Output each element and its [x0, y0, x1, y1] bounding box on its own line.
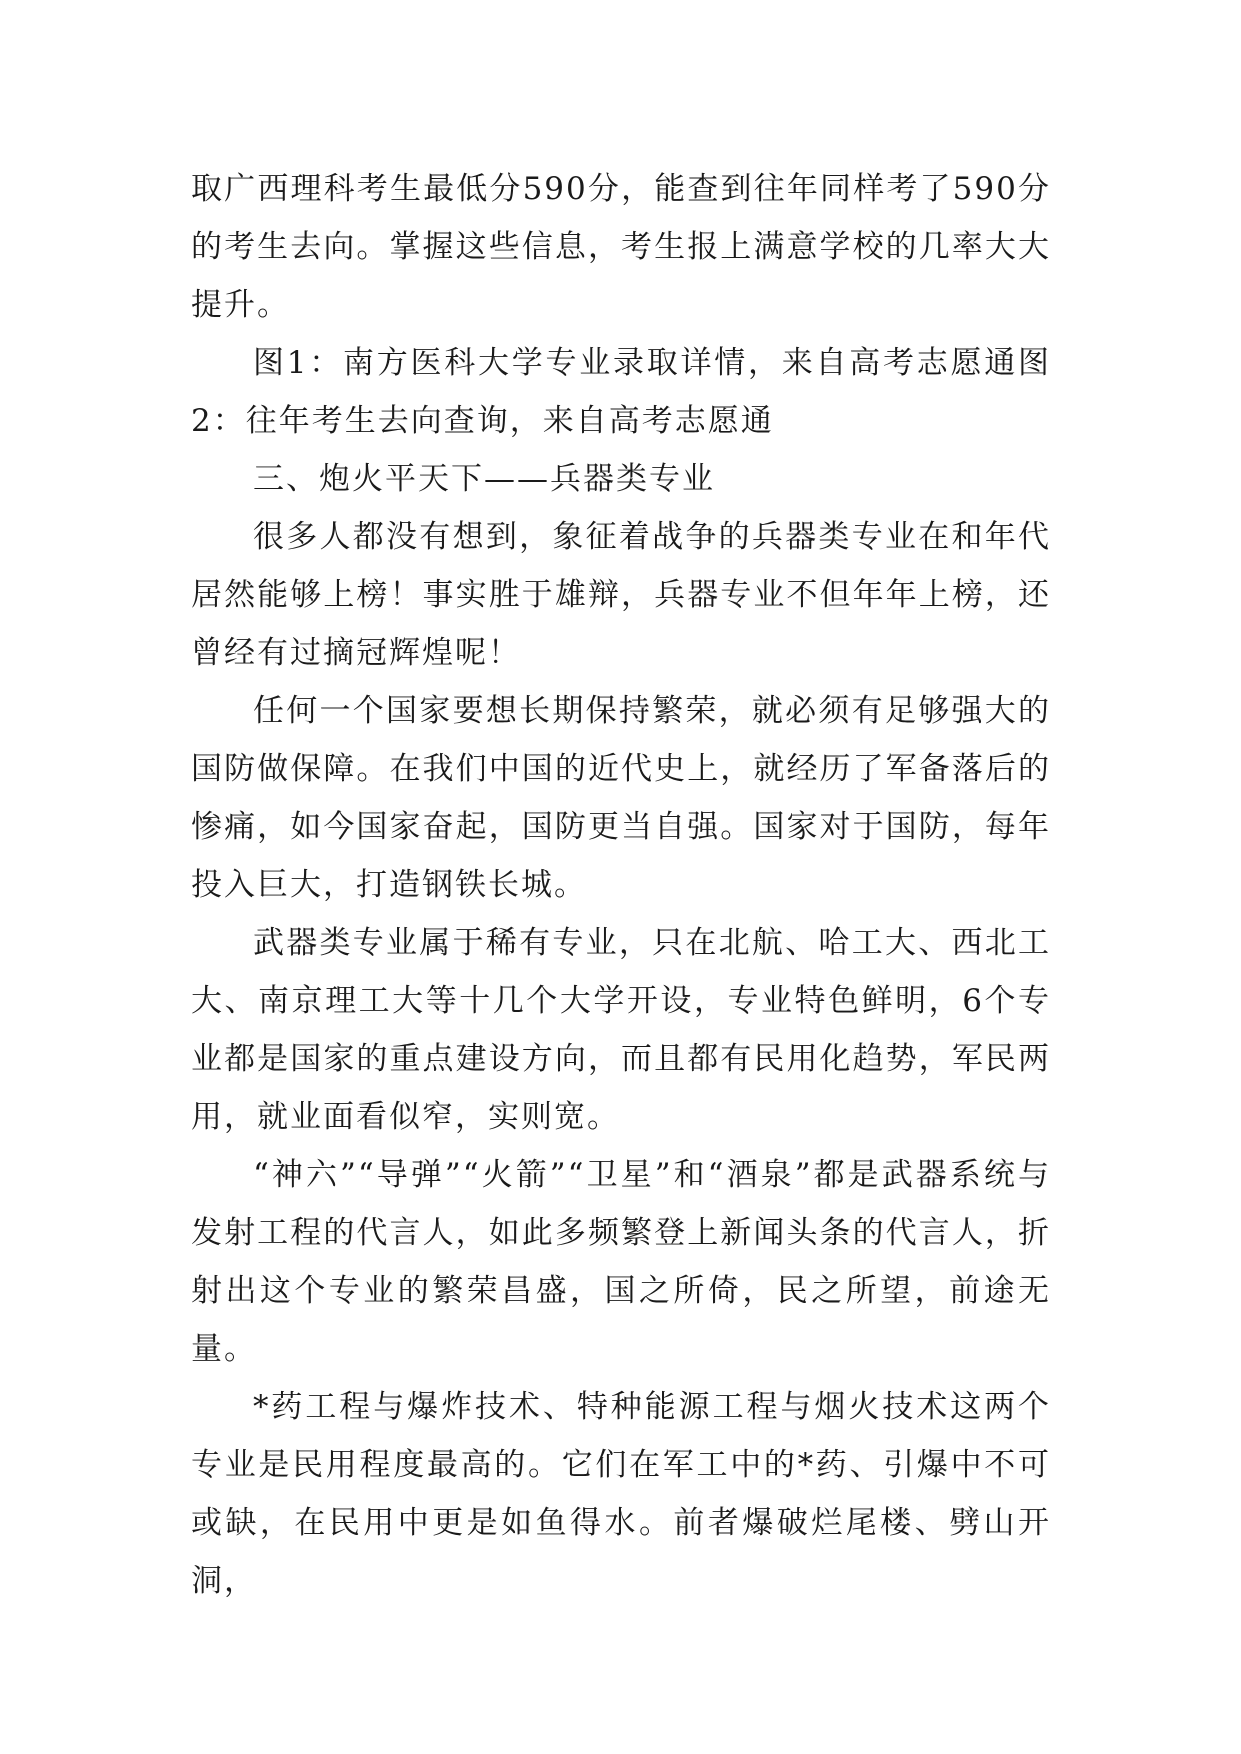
paragraph-5: 武器类专业属于稀有专业，只在北航、哈工大、西北工大、南京理工大等十几个大学开设，专业特色鲜明，6个专业都是国家的重点建设方向，而且都有民用化趋势，军民两用，就业面看似窄，实则宽。 — [191, 925, 1051, 1135]
section-heading: 三、炮火平天下——兵器类专业 — [253, 461, 715, 497]
paragraph-7: *药工程与爆炸技术、特种能源工程与烟火技术这两个专业是民用程度最高的。它们在军工中的*药、引爆中不可或缺，在民用中更是如鱼得水。前者爆破烂尾楼、劈山开洞， — [191, 1389, 1051, 1599]
paragraph-3: 很多人都没有想到，象征着战争的兵器类专业在和年代居然能够上榜！事实胜于雄辩，兵器专业不但年年上榜，还曾经有过摘冠辉煌呢！ — [191, 519, 1051, 671]
paragraph-6: “神六”“导弹”“火箭”“卫星”和“酒泉”都是武器系统与发射工程的代言人，如此多频繁登上新闻头条的代言人，折射出这个专业的繁荣昌盛，国之所倚，民之所望，前途无量。 — [191, 1157, 1051, 1367]
paragraph-4: 任何一个国家要想长期保持繁荣，就必须有足够强大的国防做保障。在我们中国的近代史上，就经历了军备落后的惨痛，如今国家奋起，国防更当自强。国家对于国防，每年投入巨大，打造钢铁长城。 — [191, 693, 1051, 903]
paragraph-2: 图1：南方医科大学专业录取详情，来自高考志愿通图2：往年考生去向查询，来自高考志愿通 — [191, 345, 1051, 439]
paragraph-1: 取广西理科考生最低分590分，能查到往年同样考了590分的考生去向。掌握这些信息，考生报上满意学校的几率大大提升。 — [191, 171, 1051, 323]
document-body — [191, 160, 1051, 1610]
